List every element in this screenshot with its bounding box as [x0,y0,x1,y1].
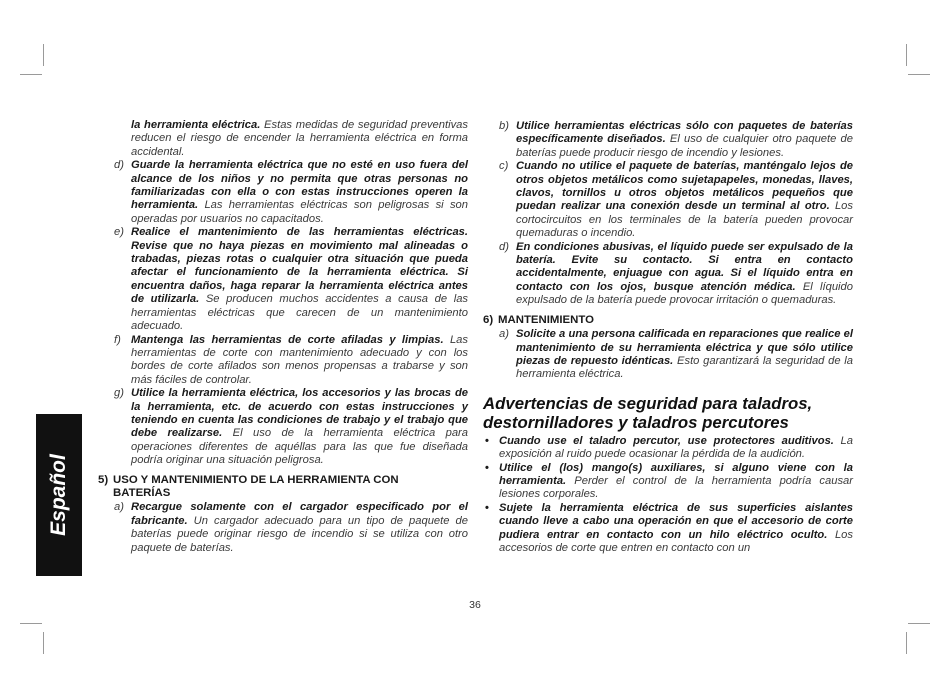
bullet-normal: Perder el control de la herramienta podría causar lesiones corporales. [499,474,853,501]
item-bold: En condiciones abusivas, el líquido puede ser expulsado de la batería. Evite su contacto. Si entra en contacto accidentalmente, enjuague con agua. Si el líquido entra en contacto con los ojos, busque atención médica. [516,240,853,293]
page-number: 36 [469,599,481,611]
item-marker: d) [499,240,509,253]
item-marker: b) [499,120,509,132]
list-item [98,501,468,555]
list-item [98,159,468,226]
item-marker: g) [114,387,124,400]
crop-mark [908,74,930,75]
crop-mark [908,623,930,624]
section-number: 6) [483,313,494,326]
item-normal: El uso de la herramienta eléctrica para operaciones diferentes de aquéllas para las que fue diseñada podría originar una situación peligrosa. [131,427,468,467]
section-heading [98,474,468,501]
intro-normal: Estas medidas de seguridad preventivas reducen el riesgo de encender la herramienta eléctrica en forma accidental. [131,119,468,158]
item-bold: Utilice herramientas eléctricas sólo con paquetes de baterías específicamente diseñados. [516,120,853,146]
right-column [483,120,853,555]
item-marker: c) [499,160,509,173]
item-bold: Mantenga las herramientas de corte afiladas y limpias. [131,333,444,346]
item-bold: Solicite a una persona calificada en reparaciones que realice el mantenimiento de su herramienta eléctrica y que sólo utilice piezas de repuesto idénticas. [516,328,853,367]
item-marker: d) [114,159,124,172]
item-normal: El líquido expulsado de la batería puede provocar irritación o quemaduras. [516,280,853,307]
list-item [98,387,468,467]
crop-mark [906,632,907,654]
crop-mark [20,74,42,75]
item-normal: Los cortocircuitos en los terminales de la batería pueden provocar quemaduras o incendio. [516,200,853,240]
warning-bullet [483,502,853,556]
warning-bullet [483,435,853,462]
item-bold: Realice el mantenimiento de las herramientas eléctricas. Revise que no haya piezas en movimiento mal alineadas o trabadas, piezas rotas o cualquier otra situación que pueda afectar el funcionamiento de la herramienta eléctrica. Si encuentra daños, haga reparar la herramienta eléctrica antes de utilizarla. [131,226,468,306]
item-marker: f) [114,333,121,346]
intro-paragraph [98,119,468,159]
item-bold: Cuando no utilice el paquete de baterías, manténgalo lejos de otros objetos metálicos como sujetapapeles, monedas, llaves, clavos, tornillos u otros objetos metálicos pequeños que puedan realizar una conexión desde un terminal al otro. [516,160,853,213]
list-item [483,160,853,240]
item-normal: Se producen muchos accidentes a causa de las herramientas eléctricas que carecen de un mantenimiento adecuado. [131,293,469,333]
bullet-icon: • [485,434,489,447]
bullet-bold: Utilice el (los) mango(s) auxiliares, si alguno viene con la herramienta. [499,461,853,487]
language-tab-label: Español [47,454,70,536]
item-normal: Esto garantizará la seguridad de la herramienta eléctrica. [516,354,853,381]
item-bold: Guarde la herramienta eléctrica que no esté en uso fuera del alcance de los niños y no permita que otras personas no familiarizadas con ella o con estas instrucciones operen la herramienta. [131,159,468,212]
list-item [98,334,468,388]
list-item [483,120,853,160]
item-normal: Un cargador adecuado para un tipo de paquete de baterías puede originar riesgo de incendio si se utiliza con otro paquete de baterías. [131,514,468,554]
list-item [483,241,853,308]
item-normal: El uso de cualquier otro paquete de baterías puede producir riesgo de incendio y lesiones. [516,133,853,159]
bullet-icon: • [485,461,489,474]
bullet-normal: La exposición al ruido puede ocasionar la pérdida de la audición. [499,434,853,461]
crop-mark [43,632,44,654]
bullet-normal: Los accesorios de corte que entren en contacto con un [499,528,853,554]
item-marker: a) [114,501,124,514]
left-column [98,119,468,555]
item-bold: Utilice la herramienta eléctrica, los accesorios y las brocas de la herramienta, etc. de acuerdo con estas instrucciones y teniendo en cuenta las condiciones de trabajo y el trabajo que debe realizarse. [131,387,468,440]
section-title: MANTENIMIENTO [498,313,594,326]
item-bold: Recargue solamente con el cargador especificado por el fabricante. [131,501,468,527]
crop-mark [906,44,907,66]
bullet-icon: • [485,501,489,514]
bullet-bold: Cuando use el taladro percutor, use protectores auditivos. [499,434,834,447]
crop-mark [43,44,44,66]
item-normal: Las herramientas de corte con mantenimiento adecuado y con los bordes de corte afilados son menos propensas a trabarse y son más fáciles de controlar. [131,333,468,386]
item-normal: Las herramientas eléctricas son peligrosas si son operadas por usuarios no capacitados. [131,199,468,225]
intro-bold: la herramienta eléctrica. [131,119,261,131]
section-heading [483,314,853,327]
item-marker: e) [114,226,124,239]
section-number: 5) [98,473,109,486]
bullet-bold: Sujete la herramienta eléctrica de sus superficies aislantes cuando lleve a cabo una operación en que el accesorio de corte pudiera entrar en contacto con un hilo eléctrico oculto. [499,501,853,541]
section-title: USO Y MANTENIMIENTO DE LA HERRAMIENTA CON BATERÍAS [113,473,399,499]
language-tab [36,414,82,576]
list-item [483,328,853,382]
warnings-heading: Advertencias de seguridad para taladros, destornilladores y taladros percutores [483,393,813,433]
warning-bullet [483,462,853,502]
crop-mark [20,623,42,624]
list-item [98,226,468,333]
item-marker: a) [499,328,509,341]
